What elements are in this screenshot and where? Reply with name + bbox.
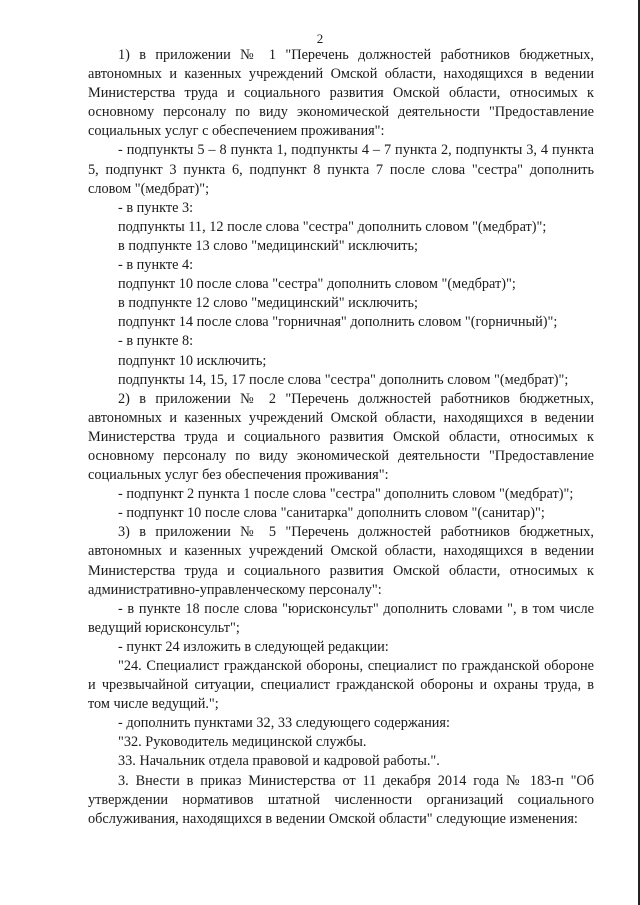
paragraph: - дополнить пунктами 32, 33 следующего содержания: xyxy=(118,715,450,732)
paragraph: - подпункт 2 пункта 1 после слова "сестра" дополнить словом "(медбрат)"; xyxy=(118,486,574,503)
paragraph: - в пункте 18 после слова "юрисконсульт" дополнить словами ", в том числе ведущий юрисконсульт"; xyxy=(88,600,594,636)
paragraph: - пункт 24 изложить в следующей редакции: xyxy=(118,638,389,655)
paragraph: 33. Начальник отдела правовой и кадровой работы.". xyxy=(118,753,440,770)
paragraph: "24. Специалист гражданской обороны, специалист по гражданской обороне и чрезвычайной ситуации, специалист гражданской обороны и охраны труда, в том числе ведущий."; xyxy=(88,658,594,713)
page-number: 2 xyxy=(316,31,324,46)
paragraph: подпункт 10 исключить; xyxy=(118,352,267,369)
paragraph: - подпункты 5 – 8 пункта 1, подпункты 4 – 7 пункта 2, подпункты 3, 4 пункта 5, подпункт 3 пункта 6, подпункт 8 пункта 7 после слова "сестра" дополнить словом "(медбрат)"; xyxy=(88,142,594,197)
paragraph: - в пункте 4: xyxy=(118,257,194,274)
paragraph: - подпункт 10 после слова "санитарка" дополнить словом "(санитар)"; xyxy=(118,505,545,522)
paragraph: в подпункте 12 слово "медицинский" исключить; xyxy=(118,295,418,312)
paragraph: подпункты 14, 15, 17 после слова "сестра" дополнить словом "(медбрат)"; xyxy=(118,371,569,388)
paragraph: 2) в приложении № 2 "Перечень должностей работников бюджетных, автономных и казенных учреждений Омской области, находящихся в ведении Министерства труда и социального развития Омской области, относимых к основному персоналу по виду экономической деятельности "Предоставление социальных услуг без обеспечения проживания": xyxy=(88,390,594,484)
document-body xyxy=(88,46,594,829)
paragraph: подпункт 10 после слова "сестра" дополнить словом "(медбрат)"; xyxy=(118,276,516,293)
paragraph: 3. Внести в приказ Министерства от 11 декабря 2014 года № 183-п "Об утверждении нормативов штатной численности организаций социального обслуживания, находящихся в ведении Омской области" следующие изменения: xyxy=(88,772,594,827)
paragraph: - в пункте 8: xyxy=(118,333,194,350)
paragraph: - в пункте 3: xyxy=(118,199,194,216)
paragraph: 1) в приложении № 1 "Перечень должностей работников бюджетных, автономных и казенных учреждений Омской области, находящихся в ведении Министерства труда и социального развития Омской области, относимых к основному персоналу по виду экономической деятельности "Предоставление социальных услуг с обеспечением проживания": xyxy=(88,47,594,140)
paragraph: 3) в приложении № 5 "Перечень должностей работников бюджетных, автономных и казенных учреждений Омской области, находящихся в ведении Министерства труда и социального развития Омской области, относимых к административно-управленческому персоналу": xyxy=(88,524,594,598)
paragraph: подпункты 11, 12 после слова "сестра" дополнить словом "(медбрат)"; xyxy=(118,218,547,235)
paragraph: подпункт 14 после слова "горничная" дополнить словом "(горничный)"; xyxy=(118,314,558,331)
paragraph: "32. Руководитель медицинской службы. xyxy=(118,734,367,751)
paragraph: в подпункте 13 слово "медицинский" исключить; xyxy=(118,237,418,254)
